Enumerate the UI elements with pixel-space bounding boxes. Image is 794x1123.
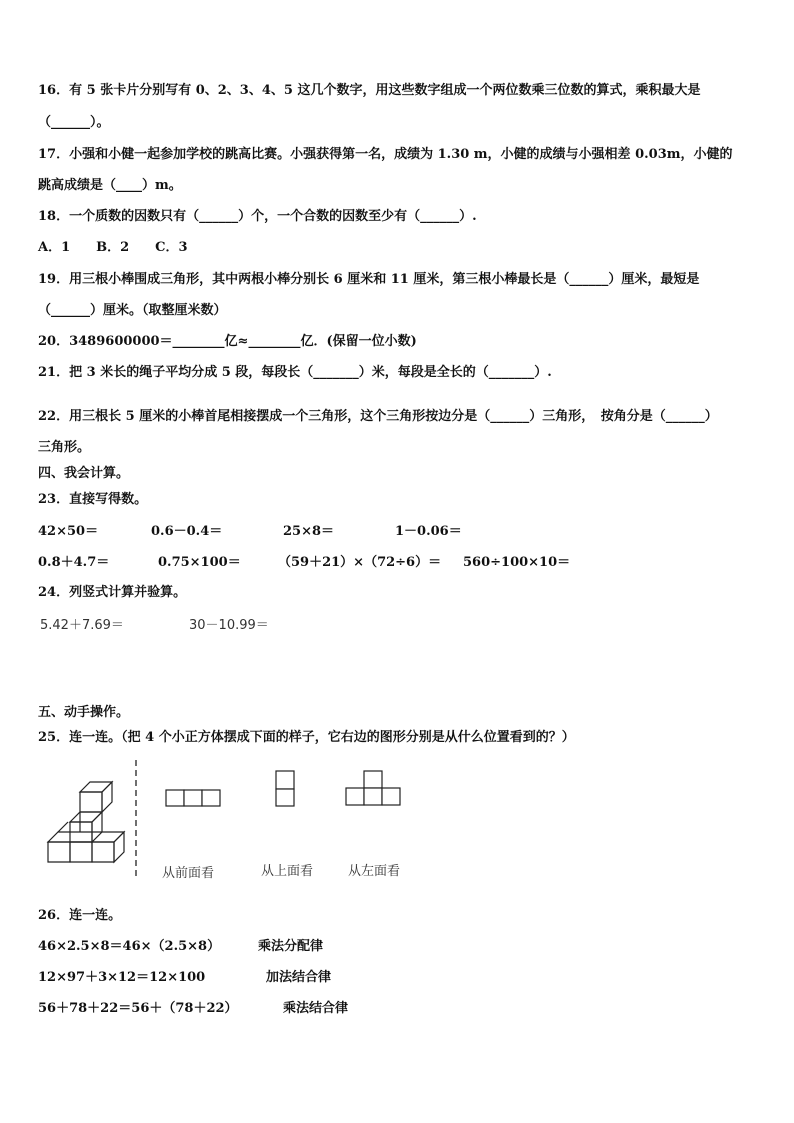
label-front-view: 从前面看 bbox=[162, 866, 215, 881]
q18-options: A．1 B．2 C．3 bbox=[38, 240, 188, 255]
section5-title: 五、动手操作。 bbox=[38, 705, 130, 720]
q23-title: 23．直接写得数。 bbox=[38, 492, 148, 507]
q26-right-3: 乘法结合律 bbox=[283, 1001, 349, 1016]
left-view-shape bbox=[346, 771, 400, 805]
q23-r1-c3: 25×8＝ bbox=[283, 524, 335, 539]
front-view-shape bbox=[166, 790, 220, 806]
q23-r1-c4: 1－0.06＝ bbox=[395, 524, 462, 539]
q24-title: 24．列竖式计算并验算。 bbox=[38, 585, 187, 600]
q26-title: 26．连一连。 bbox=[38, 908, 122, 923]
q23-r2-c3: （59＋21）×（72÷6）＝ bbox=[278, 555, 442, 570]
q23-r2-c2: 0.75×100＝ bbox=[158, 555, 241, 570]
label-top-view: 从上面看 bbox=[261, 864, 314, 879]
q22-line2: 三角形。 bbox=[38, 440, 91, 455]
q23-r2-c1: 0.8＋4.7＝ bbox=[38, 555, 110, 570]
q19-line2: （______）厘米。（取整厘米数） bbox=[38, 303, 227, 318]
q17-line1: 17．小强和小健一起参加学校的跳高比赛。小强获得第一名，成绩为 1.30 m，小健的成绩与小强相差 0.03m，小健的 bbox=[38, 147, 733, 162]
cube-stack-drawing bbox=[48, 782, 124, 862]
q20-line: 20．3489600000＝________亿≈________亿．(保留一位小数) bbox=[38, 334, 417, 349]
q22-line1: 22．用三根长 5 厘米的小棒首尾相接摆成一个三角形，这个三角形按边分是（______）三角形， 按角分是（______） bbox=[38, 409, 718, 424]
section4-title: 四、我会计算。 bbox=[38, 466, 130, 481]
q26-left-3: 56＋78＋22＝56＋（78＋22） bbox=[38, 1001, 238, 1016]
q24-item1: 5.42＋7.69＝ bbox=[40, 618, 124, 633]
q19-line1: 19．用三根小棒围成三角形，其中两根小棒分别长 6 厘米和 11 厘米，第三根小棒最长是（______）厘米，最短是 bbox=[38, 272, 700, 287]
q21-line: 21．把 3 米长的绳子平均分成 5 段，每段长（_______）米，每段是全长的（_______）. bbox=[38, 365, 552, 380]
q17-line2: 跳高成绩是（____）m。 bbox=[38, 178, 182, 193]
top-view-shape bbox=[276, 771, 294, 806]
label-left-view: 从左面看 bbox=[348, 864, 401, 879]
q25-title: 25．连一连。（把 4 个小正方体摆成下面的样子，它右边的图形分别是从什么位置看到的？） bbox=[38, 730, 575, 745]
q23-r1-c1: 42×50＝ bbox=[38, 524, 99, 539]
q18-line1: 18．一个质数的因数只有（______）个，一个合数的因数至少有（______）. bbox=[38, 209, 477, 224]
q16-line1: 16．有 5 张卡片分别写有 0、2、3、4、5 这几个数字，用这些数字组成一个两位数乘三位数的算式，乘积最大是 bbox=[38, 83, 701, 98]
q23-r1-c2: 0.6－0.4＝ bbox=[151, 524, 223, 539]
q26-right-2: 加法结合律 bbox=[266, 970, 332, 985]
q16-line2: （______）。 bbox=[38, 115, 110, 130]
q26-right-1: 乘法分配律 bbox=[258, 939, 324, 954]
q23-r2-c4: 560÷100×10＝ bbox=[463, 555, 571, 570]
q26-left-2: 12×97＋3×12＝12×100 bbox=[38, 970, 206, 985]
q24-item2: 30－10.99＝ bbox=[189, 618, 269, 633]
q26-left-1: 46×2.5×8＝46×（2.5×8） bbox=[38, 939, 221, 954]
